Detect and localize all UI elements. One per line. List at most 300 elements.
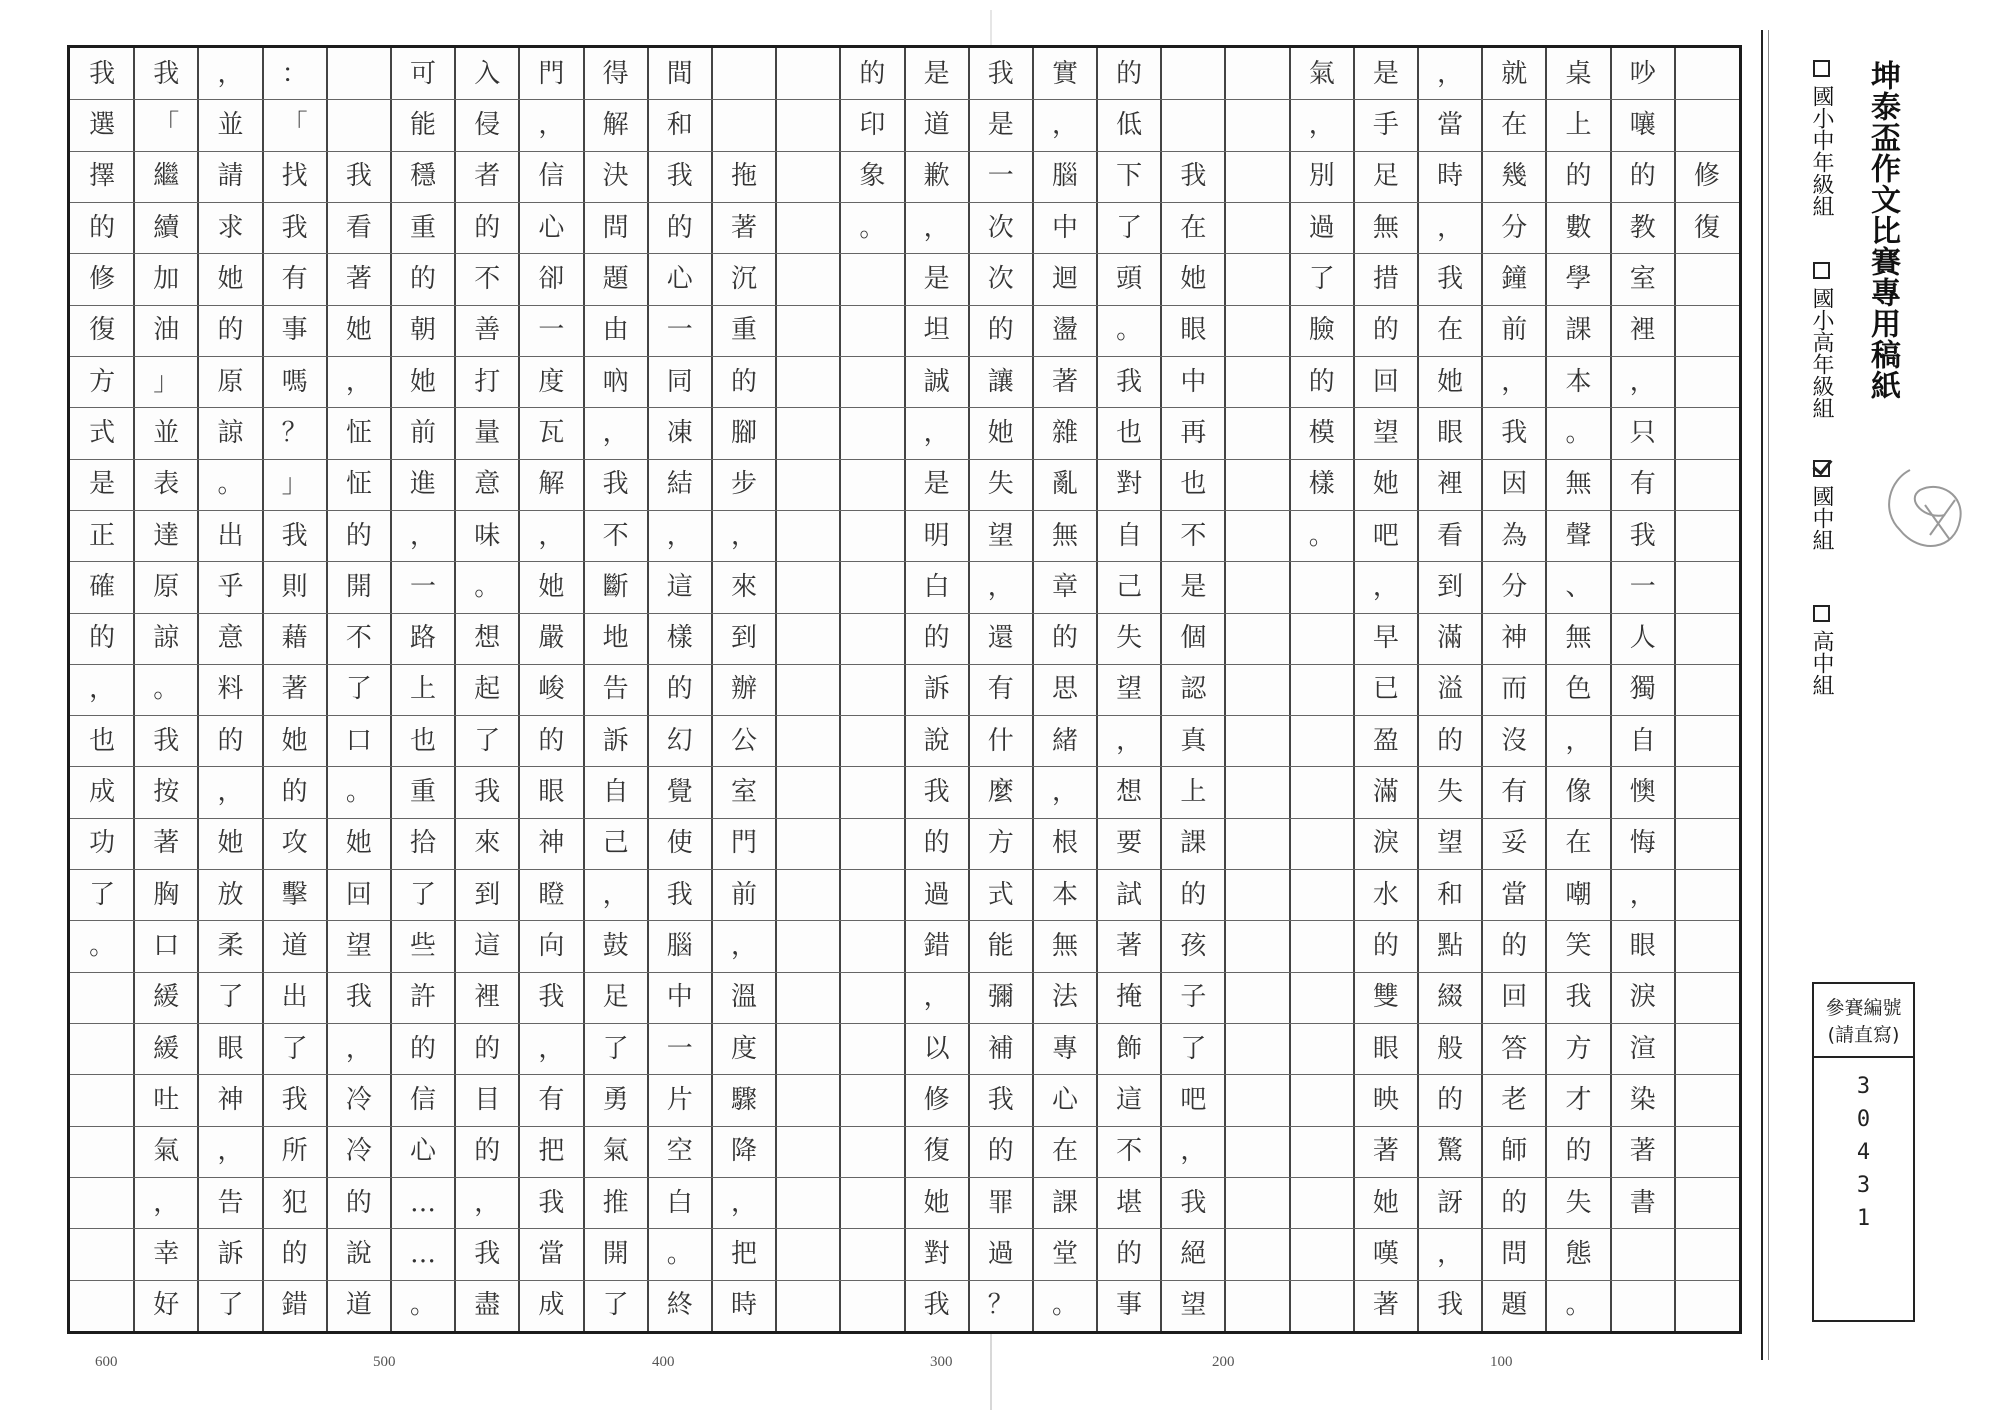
- manuscript-char: 開: [345, 571, 372, 602]
- manuscript-char: 望: [345, 931, 372, 962]
- manuscript-char: 說: [923, 725, 950, 756]
- manuscript-char: 回: [1372, 366, 1399, 397]
- manuscript-char: 她: [923, 1187, 950, 1218]
- manuscript-char: 了: [345, 674, 372, 705]
- manuscript-char: 放: [217, 879, 244, 910]
- manuscript-char: 著: [731, 212, 758, 243]
- manuscript-char: 子: [1180, 982, 1207, 1013]
- form-title: 坤泰盃作文比賽專用稿紙: [1865, 60, 1900, 401]
- manuscript-char: 油: [153, 315, 180, 346]
- manuscript-char: 人: [1629, 623, 1656, 654]
- manuscript-char: 氣: [153, 1136, 180, 1167]
- manuscript-char: 補: [987, 1033, 1014, 1064]
- manuscript-char: 來: [731, 571, 758, 602]
- manuscript-char: 無: [1565, 469, 1592, 500]
- manuscript-char: ，: [538, 520, 565, 551]
- manuscript-char: ，: [217, 777, 244, 808]
- manuscript-char: 吐: [153, 1085, 180, 1116]
- manuscript-char: 以: [923, 1033, 950, 1064]
- manuscript-char: 已: [1372, 674, 1399, 705]
- manuscript-char: 這: [474, 931, 501, 962]
- manuscript-char: ，: [1437, 212, 1464, 243]
- manuscript-char: 誠: [923, 366, 950, 397]
- manuscript-char: 的: [731, 366, 758, 397]
- manuscript-char: 峻: [538, 674, 565, 705]
- manuscript-char: 我: [1180, 1187, 1207, 1218]
- manuscript-char: 堂: [1051, 1239, 1078, 1270]
- manuscript-char: 腦: [1051, 161, 1078, 192]
- manuscript-char: 選: [89, 109, 116, 140]
- manuscript-char: 對: [1116, 469, 1143, 500]
- manuscript-char: 意: [217, 623, 244, 654]
- entry-number-digit: 3: [1856, 1074, 1871, 1099]
- manuscript-char: 心: [538, 212, 565, 243]
- manuscript-char: 說: [345, 1239, 372, 1270]
- manuscript-char: 的: [1565, 161, 1592, 192]
- manuscript-char: 穩: [410, 161, 437, 192]
- manuscript-char: 我: [281, 1085, 308, 1116]
- manuscript-char: 不: [345, 623, 372, 654]
- manuscript-char: 分: [1501, 571, 1528, 602]
- category-option[interactable]: [1806, 60, 1837, 217]
- manuscript-char: 。: [1051, 1290, 1078, 1321]
- manuscript-char: 淚: [1629, 982, 1656, 1013]
- category-option[interactable]: [1806, 262, 1837, 419]
- manuscript-char: 方: [89, 366, 116, 397]
- manuscript-char: 裡: [1437, 469, 1464, 500]
- manuscript-char: ，: [1372, 571, 1399, 602]
- manuscript-char: 辦: [731, 674, 758, 705]
- manuscript-char: 滿: [1372, 777, 1399, 808]
- manuscript-char: 映: [1372, 1085, 1399, 1116]
- manuscript-char: 緩: [153, 982, 180, 1013]
- manuscript-char: 能: [987, 931, 1014, 962]
- manuscript-char: 到: [474, 879, 501, 910]
- manuscript-char: 有: [1501, 777, 1528, 808]
- scale-label: 300: [930, 1354, 953, 1370]
- manuscript-char: ，: [1180, 1136, 1207, 1167]
- manuscript-char: 諒: [217, 417, 244, 448]
- manuscript-char: 鐘: [1501, 263, 1528, 294]
- manuscript-char: 上: [1180, 777, 1207, 808]
- manuscript-char: 是: [923, 469, 950, 500]
- manuscript-char: 好: [153, 1290, 180, 1321]
- manuscript-char: 修: [89, 263, 116, 294]
- manuscript-char: 著: [1116, 931, 1143, 962]
- manuscript-char: ，: [345, 366, 372, 397]
- manuscript-char: 時: [1437, 161, 1464, 192]
- manuscript-char: ？: [281, 417, 308, 448]
- manuscript-char: 。: [1565, 417, 1592, 448]
- manuscript-char: 錯: [281, 1290, 308, 1321]
- manuscript-char: 懊: [1629, 777, 1656, 808]
- category-label: 國小高年級組: [1809, 287, 1834, 419]
- manuscript-char: 學: [1565, 263, 1592, 294]
- margin-rule-thin: [1768, 30, 1769, 1360]
- category-label: 國中組: [1809, 485, 1834, 551]
- manuscript-char: 了: [1180, 1033, 1207, 1064]
- manuscript-char: 斷: [602, 571, 629, 602]
- manuscript-char: 。: [345, 777, 372, 808]
- category-option[interactable]: [1806, 460, 1837, 551]
- manuscript-char: 了: [1308, 263, 1335, 294]
- manuscript-char: 答: [1501, 1033, 1528, 1064]
- manuscript-char: 對: [923, 1239, 950, 1270]
- manuscript-char: 的: [474, 212, 501, 243]
- manuscript-char: 道: [345, 1290, 372, 1321]
- manuscript-char: 起: [474, 674, 501, 705]
- manuscript-char: 著: [1051, 366, 1078, 397]
- manuscript-char: 想: [474, 623, 501, 654]
- manuscript-char: 我: [153, 725, 180, 756]
- manuscript-char: 的: [1372, 315, 1399, 346]
- manuscript-char: 目: [474, 1085, 501, 1116]
- manuscript-char: 有: [281, 263, 308, 294]
- manuscript-char: 的: [1437, 1085, 1464, 1116]
- manuscript-char: 淚: [1372, 828, 1399, 859]
- manuscript-char: 怔: [345, 469, 372, 500]
- manuscript-char: 臉: [1308, 315, 1335, 346]
- manuscript-char: 找: [281, 161, 308, 192]
- manuscript-char: 幻: [666, 725, 693, 756]
- manuscript-char: 能: [410, 109, 437, 140]
- manuscript-char: 的: [1565, 1136, 1592, 1167]
- manuscript-char: 迴: [1051, 263, 1078, 294]
- manuscript-char: ，: [345, 1033, 372, 1064]
- manuscript-char: 我: [1565, 982, 1592, 1013]
- manuscript-char: 我: [538, 982, 565, 1013]
- manuscript-char: 請: [217, 161, 244, 192]
- manuscript-char: 時: [731, 1290, 758, 1321]
- manuscript-char: 明: [923, 520, 950, 551]
- manuscript-char: 的: [923, 623, 950, 654]
- manuscript-char: 是: [89, 469, 116, 500]
- manuscript-char: 嘆: [1372, 1239, 1399, 1270]
- manuscript-char: 犯: [281, 1187, 308, 1218]
- manuscript-char: 印: [859, 109, 886, 140]
- manuscript-char: 是: [1180, 571, 1207, 602]
- manuscript-char: 我: [89, 58, 116, 89]
- manuscript-char: 善: [474, 315, 501, 346]
- manuscript-char: 。: [666, 1239, 693, 1270]
- manuscript-char: 別: [1308, 161, 1335, 192]
- manuscript-char: 我: [923, 1290, 950, 1321]
- manuscript-char: ，: [1565, 725, 1592, 756]
- manuscript-char: 真: [1180, 725, 1207, 756]
- manuscript-char: 一: [666, 1033, 693, 1064]
- manuscript-char: 著: [1372, 1290, 1399, 1321]
- manuscript-char: 腳: [731, 417, 758, 448]
- manuscript-char: 雙: [1372, 982, 1399, 1013]
- manuscript-char: 表: [153, 469, 180, 500]
- manuscript-char: 我: [987, 58, 1014, 89]
- manuscript-char: 著: [345, 263, 372, 294]
- manuscript-char: 到: [731, 623, 758, 654]
- manuscript-char: 的: [89, 623, 116, 654]
- manuscript-char: ，: [538, 1033, 565, 1064]
- manuscript-char: 」: [281, 469, 308, 500]
- manuscript-char: 彌: [987, 982, 1014, 1013]
- manuscript-char: 告: [602, 674, 629, 705]
- manuscript-char: 和: [1437, 879, 1464, 910]
- manuscript-char: 胸: [153, 879, 180, 910]
- manuscript-char: 我: [987, 1085, 1014, 1116]
- manuscript-char: 諒: [153, 623, 180, 654]
- manuscript-char: 當: [538, 1239, 565, 1270]
- manuscript-char: 這: [666, 571, 693, 602]
- manuscript-char: ：: [281, 58, 308, 89]
- manuscript-char: 訴: [217, 1239, 244, 1270]
- manuscript-char: 「: [281, 109, 308, 140]
- entry-number-box: [1812, 982, 1915, 1322]
- manuscript-char: 到: [1437, 571, 1464, 602]
- manuscript-char: 笑: [1565, 931, 1592, 962]
- manuscript-char: 自: [1116, 520, 1143, 551]
- manuscript-char: 氣: [1308, 58, 1335, 89]
- manuscript-char: 覺: [666, 777, 693, 808]
- manuscript-char: 按: [153, 777, 180, 808]
- manuscript-char: 綴: [1437, 982, 1464, 1013]
- manuscript-char: 公: [731, 725, 758, 756]
- manuscript-char: 渲: [1629, 1033, 1656, 1064]
- entry-number-digit: 0: [1856, 1107, 1871, 1132]
- manuscript-char: 裡: [1629, 315, 1656, 346]
- manuscript-char: 的: [666, 212, 693, 243]
- manuscript-char: 著: [1629, 1136, 1656, 1167]
- manuscript-char: 把: [731, 1239, 758, 1270]
- checkbox-icon[interactable]: [1813, 60, 1830, 77]
- manuscript-char: 道: [281, 931, 308, 962]
- manuscript-char: 吧: [1180, 1085, 1207, 1116]
- checkbox-checked-icon[interactable]: [1813, 460, 1830, 477]
- manuscript-char: 的: [666, 674, 693, 705]
- manuscript-char: 藉: [281, 623, 308, 654]
- manuscript-char: 口: [345, 725, 372, 756]
- manuscript-char: 地: [602, 623, 629, 654]
- manuscript-char: ，: [602, 879, 629, 910]
- manuscript-char: 出: [217, 520, 244, 551]
- manuscript-char: 一: [987, 161, 1014, 192]
- manuscript-char: 白: [666, 1187, 693, 1218]
- manuscript-char: 式: [89, 417, 116, 448]
- manuscript-char: ，: [217, 58, 244, 89]
- manuscript-char: 復: [923, 1136, 950, 1167]
- manuscript-char: 了: [602, 1033, 629, 1064]
- manuscript-char: ，: [923, 982, 950, 1013]
- manuscript-char: 前: [410, 417, 437, 448]
- manuscript-char: ，: [987, 571, 1014, 602]
- manuscript-char: 門: [538, 58, 565, 89]
- manuscript-char: 在: [1051, 1136, 1078, 1167]
- manuscript-char: 也: [410, 725, 437, 756]
- manuscript-char: 己: [1116, 571, 1143, 602]
- manuscript-char: 態: [1565, 1239, 1592, 1270]
- manuscript-char: 她: [217, 263, 244, 294]
- manuscript-char: 重: [731, 315, 758, 346]
- manuscript-char: 措: [1372, 263, 1399, 294]
- manuscript-char: 的: [410, 263, 437, 294]
- manuscript-char: 瓦: [538, 417, 565, 448]
- manuscript-char: 的: [1116, 58, 1143, 89]
- manuscript-char: 手: [1372, 109, 1399, 140]
- manuscript-char: 入: [474, 58, 501, 89]
- manuscript-char: 我: [1501, 417, 1528, 448]
- manuscript-char: 的: [1372, 931, 1399, 962]
- manuscript-char: 溢: [1437, 674, 1464, 705]
- manuscript-char: 悔: [1629, 828, 1656, 859]
- manuscript-char: 我: [345, 982, 372, 1013]
- manuscript-char: 的: [410, 1033, 437, 1064]
- manuscript-char: 同: [666, 366, 693, 397]
- manuscript-char: 是: [923, 263, 950, 294]
- manuscript-char: 來: [474, 828, 501, 859]
- manuscript-char: 室: [1629, 263, 1656, 294]
- manuscript-char: ，: [1437, 58, 1464, 89]
- manuscript-char: 是: [1372, 58, 1399, 89]
- manuscript-char: 我: [1180, 161, 1207, 192]
- checkbox-icon[interactable]: [1813, 605, 1830, 622]
- manuscript-char: 吵: [1629, 58, 1656, 89]
- manuscript-char: 修: [923, 1085, 950, 1116]
- category-label: 高中組: [1809, 630, 1834, 696]
- manuscript-char: 開: [602, 1239, 629, 1270]
- manuscript-char: 的: [859, 58, 886, 89]
- manuscript-char: 復: [1693, 212, 1720, 243]
- manuscript-char: 驟: [731, 1085, 758, 1116]
- manuscript-char: 低: [1116, 109, 1143, 140]
- manuscript-char: 我: [538, 1187, 565, 1218]
- manuscript-char: 望: [1180, 1290, 1207, 1321]
- manuscript-char: 有: [1629, 469, 1656, 500]
- manuscript-char: 前: [731, 879, 758, 910]
- manuscript-char: 緩: [153, 1033, 180, 1064]
- manuscript-char: 失: [1565, 1187, 1592, 1218]
- manuscript-char: 出: [281, 982, 308, 1013]
- manuscript-char: 空: [666, 1136, 693, 1167]
- manuscript-char: ，: [474, 1187, 501, 1218]
- manuscript-char: 課: [1051, 1187, 1078, 1218]
- manuscript-char: 的: [1629, 161, 1656, 192]
- manuscript-char: 要: [1116, 828, 1143, 859]
- manuscript-char: 味: [474, 520, 501, 551]
- manuscript-char: 推: [602, 1187, 629, 1218]
- manuscript-char: 度: [538, 366, 565, 397]
- manuscript-char: 的: [538, 725, 565, 756]
- manuscript-char: 道: [923, 109, 950, 140]
- scale-label: 100: [1490, 1354, 1513, 1370]
- manuscript-char: 足: [602, 982, 629, 1013]
- manuscript-char: 柔: [217, 931, 244, 962]
- manuscript-char: 神: [1501, 623, 1528, 654]
- manuscript-char: 一: [666, 315, 693, 346]
- manuscript-char: 式: [987, 879, 1014, 910]
- manuscript-char: 擇: [89, 161, 116, 192]
- manuscript-char: 失: [1437, 777, 1464, 808]
- manuscript-char: 她: [1372, 1187, 1399, 1218]
- manuscript-char: ，: [1051, 777, 1078, 808]
- entry-number-label: [1814, 984, 1913, 1058]
- manuscript-char: 了: [602, 1290, 629, 1321]
- manuscript-char: 的: [345, 1187, 372, 1218]
- manuscript-char: 己: [602, 828, 629, 859]
- manuscript-char: 歉: [923, 161, 950, 192]
- scale-label: 400: [652, 1354, 675, 1370]
- manuscript-char: 料: [217, 674, 244, 705]
- manuscript-char: 乎: [217, 571, 244, 602]
- manuscript-char: 」: [153, 366, 180, 397]
- manuscript-char: 只: [1629, 417, 1656, 448]
- category-option[interactable]: [1806, 605, 1837, 696]
- manuscript-char: 認: [1180, 674, 1207, 705]
- manuscript-char: 上: [410, 674, 437, 705]
- manuscript-char: 心: [666, 263, 693, 294]
- manuscript-char: 自: [602, 777, 629, 808]
- manuscript-char: 望: [1116, 674, 1143, 705]
- manuscript-char: 思: [1051, 674, 1078, 705]
- manuscript-char: 攻: [281, 828, 308, 859]
- manuscript-char: 當: [1437, 109, 1464, 140]
- manuscript-char: ？: [987, 1290, 1014, 1321]
- manuscript-char: 訝: [1437, 1187, 1464, 1218]
- manuscript-char: 我: [474, 777, 501, 808]
- manuscript-char: 路: [410, 623, 437, 654]
- manuscript-char: 進: [410, 469, 437, 500]
- manuscript-char: 本: [1051, 879, 1078, 910]
- manuscript-char: 功: [89, 828, 116, 859]
- manuscript-char: 我: [1437, 263, 1464, 294]
- manuscript-char: 堪: [1116, 1187, 1143, 1218]
- manuscript-char: 向: [538, 931, 565, 962]
- manuscript-char: 拖: [731, 161, 758, 192]
- manuscript-char: 的: [923, 828, 950, 859]
- manuscript-char: 的: [1501, 931, 1528, 962]
- manuscript-char: 望: [987, 520, 1014, 551]
- checkbox-icon[interactable]: [1813, 262, 1830, 279]
- manuscript-char: 的: [345, 520, 372, 551]
- manuscript-char: 幸: [153, 1239, 180, 1270]
- manuscript-char: 中: [1051, 212, 1078, 243]
- manuscript-char: 次: [987, 212, 1014, 243]
- manuscript-char: 結: [666, 469, 693, 500]
- manuscript-char: 在: [1437, 315, 1464, 346]
- manuscript-char: 重: [410, 777, 437, 808]
- manuscript-char: 滿: [1437, 623, 1464, 654]
- manuscript-char: 想: [1116, 777, 1143, 808]
- manuscript-char: 。: [410, 1290, 437, 1321]
- manuscript-char: 還: [987, 623, 1014, 654]
- manuscript-char: 問: [602, 212, 629, 243]
- manuscript-char: 樣: [666, 623, 693, 654]
- manuscript-char: 。: [1565, 1290, 1592, 1321]
- manuscript-char: 上: [1565, 109, 1592, 140]
- grader-scribble: [1870, 460, 1970, 570]
- manuscript-char: 加: [153, 263, 180, 294]
- manuscript-char: 也: [1180, 469, 1207, 500]
- entry-number-digit: 3: [1856, 1173, 1871, 1198]
- manuscript-char: 聲: [1565, 520, 1592, 551]
- manuscript-char: 間: [666, 58, 693, 89]
- manuscript-char: 我: [1629, 520, 1656, 551]
- manuscript-char: 教: [1629, 212, 1656, 243]
- manuscript-char: 亂: [1051, 469, 1078, 500]
- manuscript-char: 氣: [602, 1136, 629, 1167]
- manuscript-char: 我: [153, 58, 180, 89]
- manuscript-char: 過: [923, 879, 950, 910]
- manuscript-char: 嘲: [1565, 879, 1592, 910]
- manuscript-char: 重: [410, 212, 437, 243]
- manuscript-char: 眼: [1180, 315, 1207, 346]
- manuscript-char: 了: [1116, 212, 1143, 243]
